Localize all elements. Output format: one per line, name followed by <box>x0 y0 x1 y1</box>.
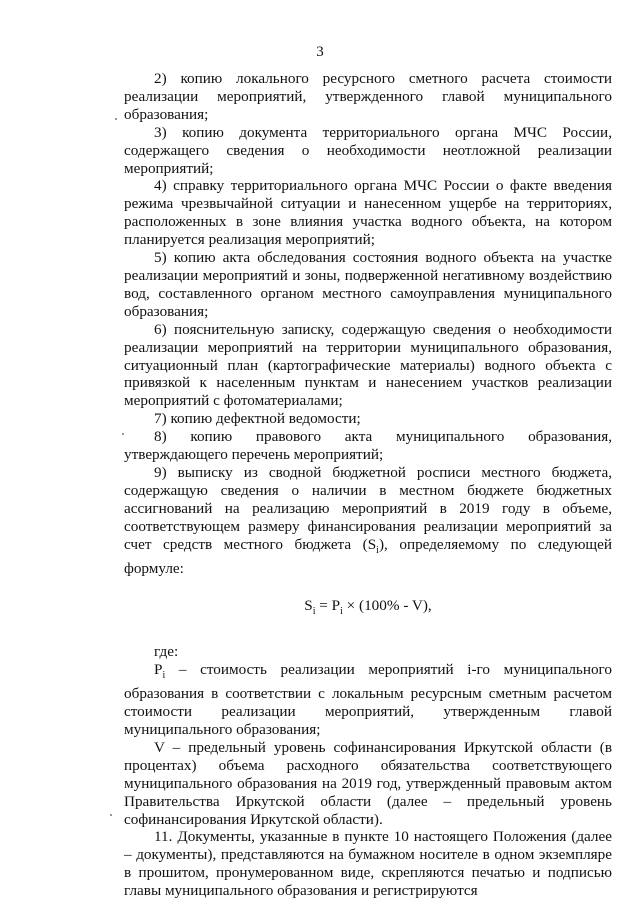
definition-text: – стоимость реализации мероприятий i-го муниципального образования в соответствии с локальным ресурсным сметным расчетом стоимости реализации мероприятий, утвержденным главой муниципального образования; <box>124 661 612 738</box>
scan-speck <box>110 814 112 816</box>
scan-speck <box>122 433 124 435</box>
formula-rest: × (100% - V), <box>342 597 432 615</box>
paragraph-text: 7) копию дефектной ведомости; <box>154 410 361 428</box>
scan-speck <box>115 118 117 120</box>
definition-text: V – предельный уровень софинансирования Иркутской области (в процентах) объема расходного обязательства соответствующего муниципального образования на 2019 год, утвержденный правовым актом Правительства Иркутской области (далее – предельный уровень софинансирования Иркутской области). <box>124 738 612 828</box>
clause-11 <box>124 828 612 900</box>
paragraph-item-9 <box>124 464 612 577</box>
paragraph-text: 9) выписку из сводной бюджетной росписи местного бюджета, содержащую сведения о наличии в местном бюджете бюджетных ассигнований на реализацию мероприятий в 2019 году в объеме, соответствующем размеру финансирования реализации мероприятий за счет средств местного бюджета (S <box>124 463 612 553</box>
subscript: i <box>376 544 379 556</box>
paragraph-text: 5) копию акта обследования состояния водного объекта на участке реализации мероприятий и зоны, подверженной негативному воздействию вод, составленного органом местного самоуправления муниципального образования; <box>124 249 612 320</box>
paragraph-text: 2) копию локального ресурсного сметного расчета стоимости реализации мероприятий, утвержденного главой муниципального образования; <box>124 70 612 123</box>
page-number: 3 <box>316 44 324 60</box>
formula <box>124 597 612 621</box>
paragraph-item-2 <box>124 70 612 124</box>
paragraph-text: 8) копию правового акта муниципального образования, утверждающего перечень мероприятий; <box>124 428 612 464</box>
formula-symbol: = P <box>315 597 341 615</box>
paragraph-item-7 <box>124 410 612 428</box>
where-text: где: <box>154 643 179 661</box>
paragraph-item-6 <box>124 321 612 411</box>
paragraph-text: 3) копию документа территориального органа МЧС России, содержащего сведения о необходимости неотложной реализации мероприятий; <box>124 123 612 177</box>
paragraph-text: 6) пояснительную записку, содержащую сведения о необходимости реализации мероприятий на территории муниципального образования, ситуационный план (картографические материалы) водного объекта с привязкой к населенным пунктам и нанесением участков реализации мероприятий с фотоматериалами; <box>124 320 612 410</box>
definition-subscript: i <box>162 670 166 682</box>
formula-subscript: i <box>340 606 343 618</box>
paragraph-item-5 <box>124 249 612 321</box>
clause-text: 11. Документы, указанные в пункте 10 настоящего Положения (далее – документы), представляются на бумажном носителе в одном экземпляре в прошитом, пронумерованном виде, скрепляются печатью и подписью главы муниципального образования и регистрируются <box>124 828 612 900</box>
definition-v <box>124 739 612 829</box>
document-body <box>124 70 612 900</box>
definition-p <box>124 661 612 739</box>
definition-symbol: P <box>154 661 163 679</box>
paragraph-item-3 <box>124 124 612 178</box>
paragraph-text: ), определяемому по следующей формуле: <box>124 535 612 577</box>
formula-symbol: S <box>304 597 313 615</box>
paragraph-item-4 <box>124 177 612 249</box>
paragraph-text: 4) справку территориального органа МЧС России о факте введения режима чрезвычайной ситуации и нанесенном ущербе на территориях, расположенных в зоне влияния участка водного объекта, на котором планируется реализация мероприятий; <box>124 177 612 249</box>
where-label <box>124 643 612 661</box>
formula-subscript: i <box>312 606 316 618</box>
paragraph-item-8 <box>124 428 612 464</box>
